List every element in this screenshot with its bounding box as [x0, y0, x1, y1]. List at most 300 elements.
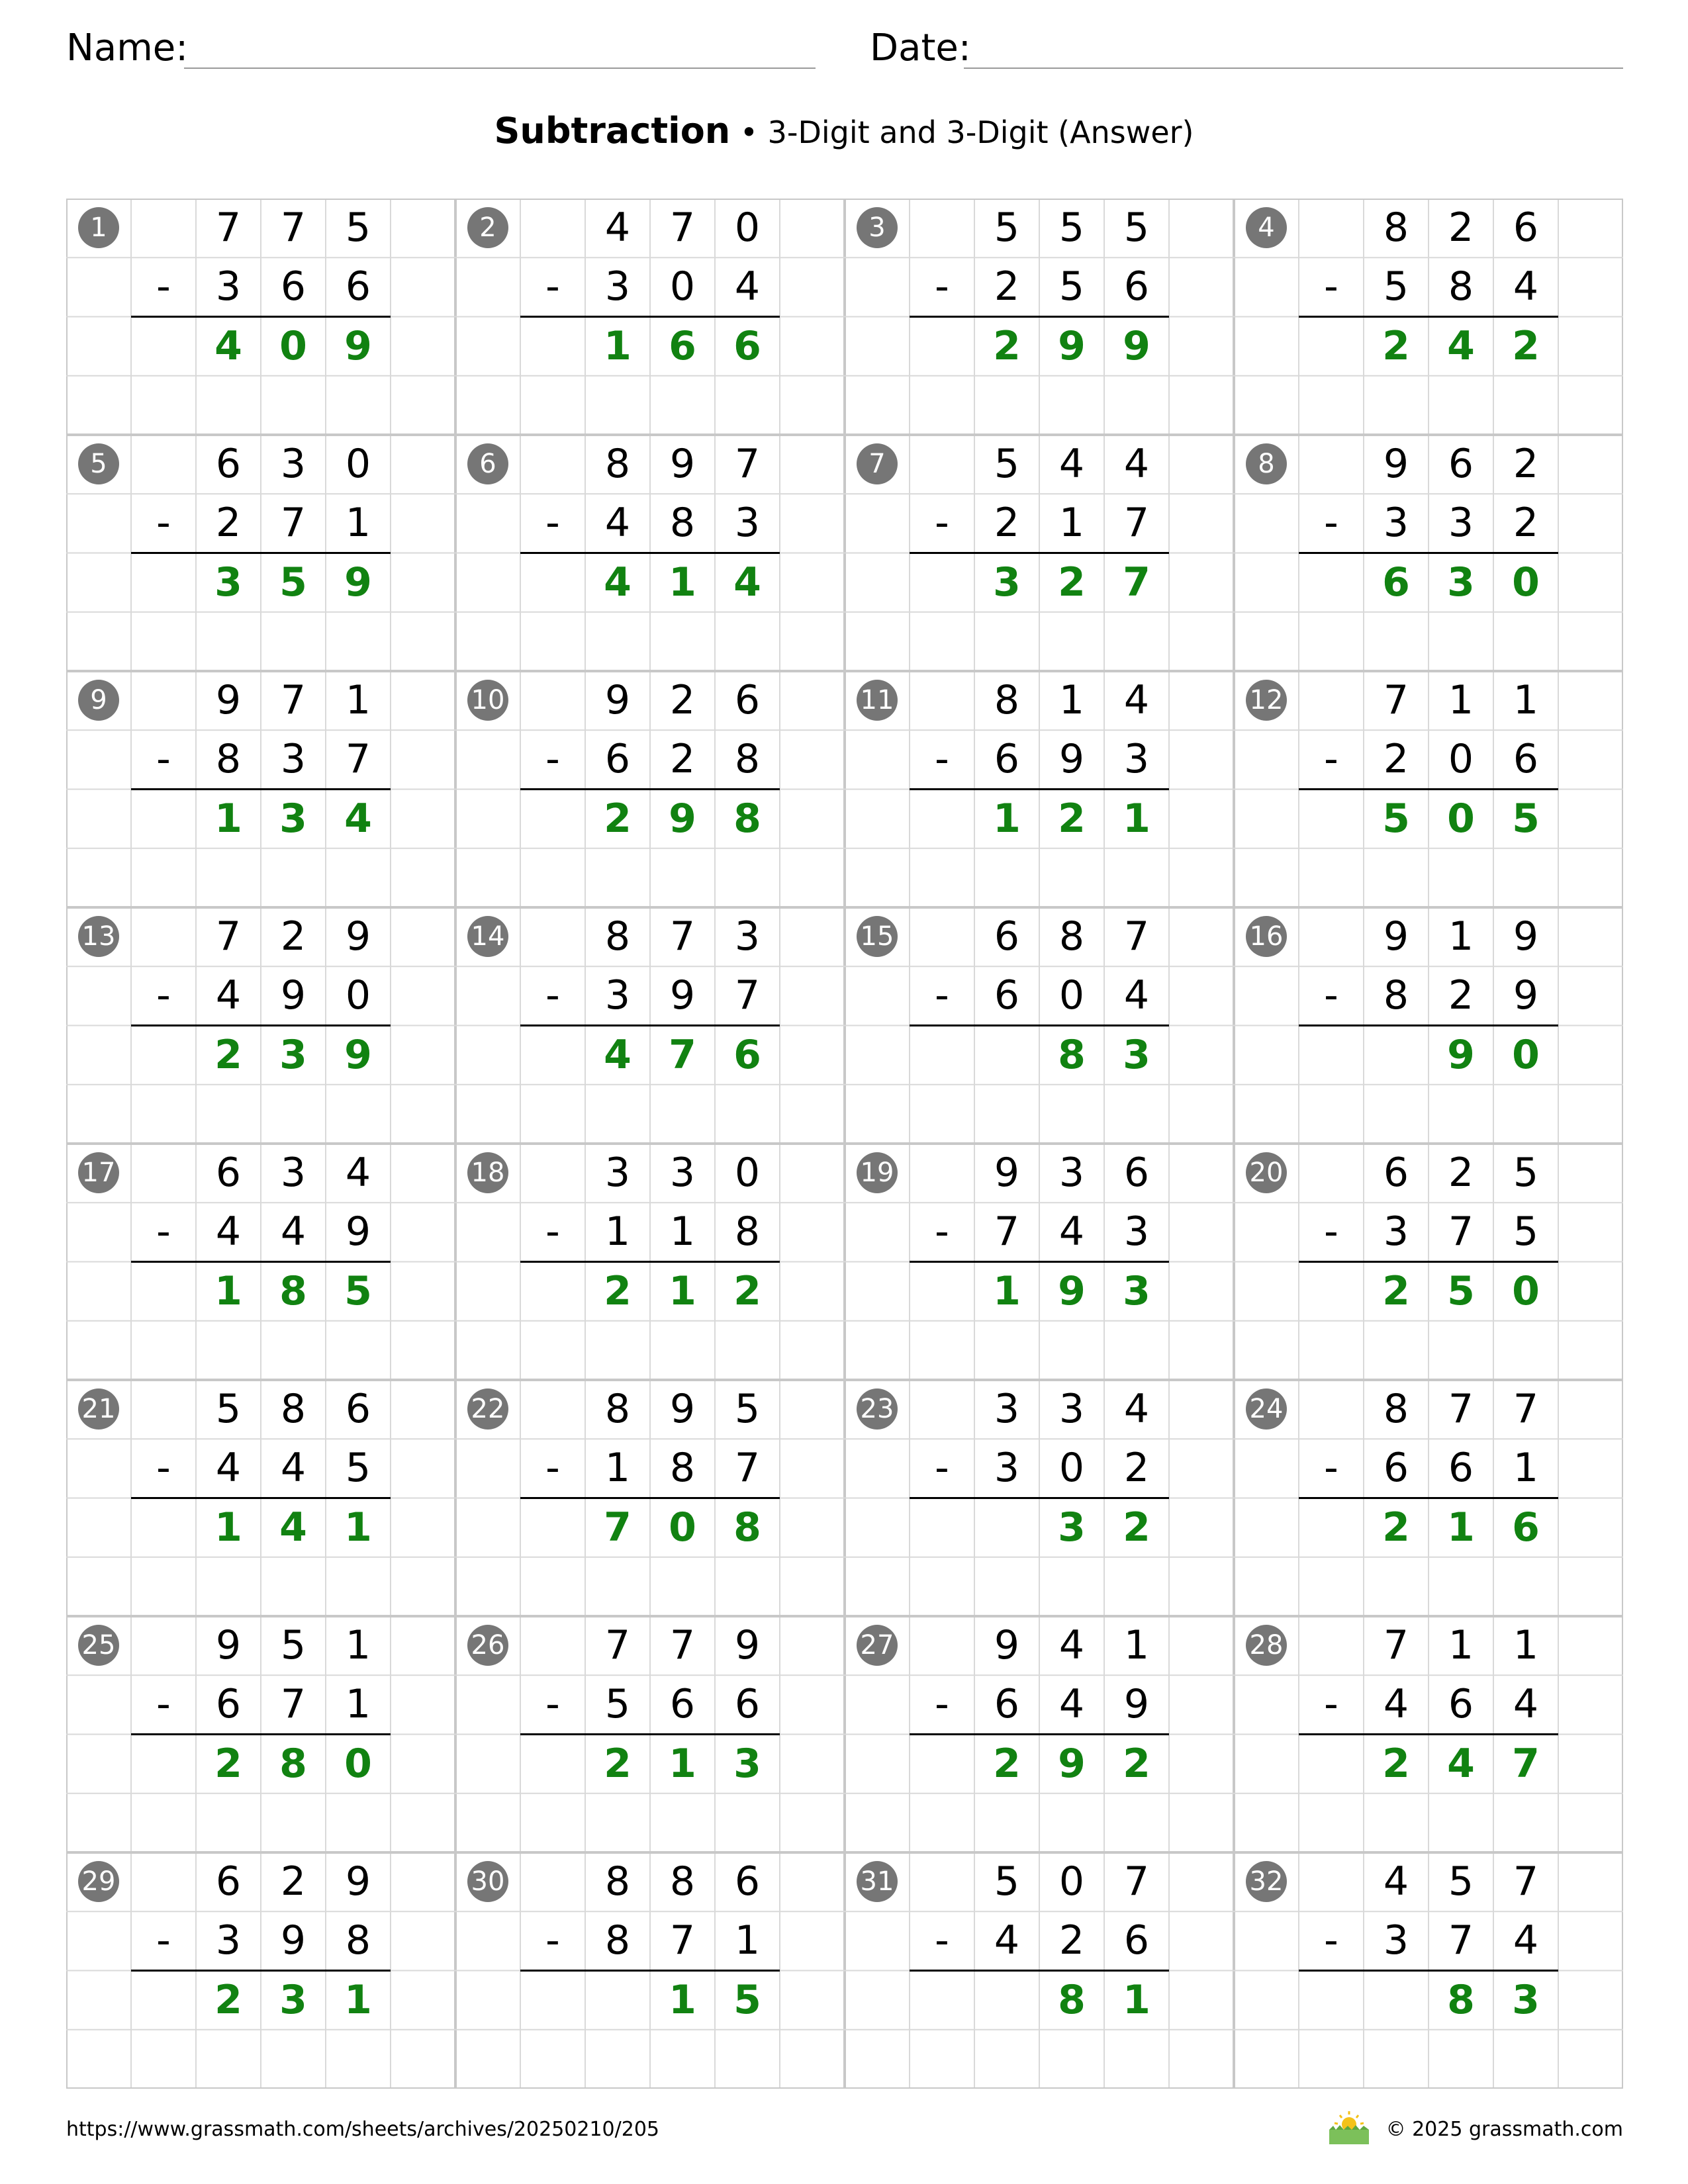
- minuend-digit: 3: [280, 441, 306, 487]
- subtrahend-digit: 1: [604, 1208, 631, 1255]
- minuend-digit: 7: [1448, 1386, 1474, 1432]
- minuend-digit: 4: [1058, 1622, 1085, 1668]
- answer-rule-line: [131, 788, 391, 790]
- subtrahend-digit: 9: [1058, 736, 1085, 783]
- answer-rule-line: [520, 1024, 780, 1026]
- subtrahend-digit: 4: [994, 1917, 1020, 1964]
- answer-digit: 3: [279, 1976, 307, 2023]
- answer-digit: 3: [1123, 1031, 1150, 1078]
- subtrahend-digit: 5: [1058, 263, 1085, 310]
- subtrahend-digit: 6: [604, 736, 631, 783]
- minuend-digit: 3: [1058, 1386, 1085, 1432]
- problem-number-badge: 21: [78, 1388, 119, 1430]
- answer-digit: 5: [733, 1976, 761, 2023]
- answer-digit: 8: [1058, 1976, 1086, 2023]
- minuend-digit: 0: [1058, 1858, 1085, 1905]
- subtrahend-digit: 5: [604, 1681, 631, 1728]
- subtrahend-digit: 6: [994, 1681, 1020, 1728]
- answer-digit: 9: [344, 559, 372, 606]
- answer-digit: 9: [1058, 1740, 1086, 1787]
- minuend-digit: 5: [1513, 1150, 1539, 1196]
- sun-over-grass-icon: [1327, 2109, 1372, 2146]
- answer-digit: 3: [279, 795, 307, 842]
- answer-digit: 3: [1447, 559, 1475, 606]
- subtrahend-digit: 6: [345, 263, 371, 310]
- answer-digit: 7: [1512, 1740, 1540, 1787]
- answer-digit: 1: [669, 1740, 696, 1787]
- minuend-digit: 7: [280, 205, 306, 251]
- answer-digit: 3: [993, 559, 1021, 606]
- subtrahend-digit: 4: [1513, 1917, 1539, 1964]
- answer-rule-line: [1299, 316, 1558, 318]
- minuend-digit: 5: [994, 1858, 1020, 1905]
- answer-digit: 4: [1447, 322, 1475, 369]
- subtrahend-digit: 8: [1383, 972, 1409, 1019]
- answer-digit: 2: [604, 1740, 632, 1787]
- minuend-digit: 9: [1383, 441, 1409, 487]
- minus-sign: -: [935, 972, 949, 1019]
- subtrahend-digit: 0: [669, 263, 696, 310]
- answer-digit: 0: [344, 1740, 372, 1787]
- subtrahend-digit: 9: [669, 972, 696, 1019]
- minuend-digit: 1: [1513, 677, 1539, 723]
- answer-digit: 7: [604, 1504, 632, 1551]
- minuend-digit: 2: [1448, 1150, 1474, 1196]
- answer-rule-line: [520, 1970, 780, 1972]
- answer-digit: 6: [733, 322, 761, 369]
- minuend-digit: 7: [1513, 1858, 1539, 1905]
- answer-digit: 2: [604, 795, 632, 842]
- minuend-digit: 3: [669, 1150, 696, 1196]
- minuend-digit: 9: [1383, 913, 1409, 960]
- answer-digit: 9: [344, 322, 372, 369]
- minuend-digit: 7: [215, 205, 242, 251]
- answer-rule-line: [1299, 1024, 1558, 1026]
- answer-digit: 6: [1382, 559, 1410, 606]
- problem-number-badge: 27: [857, 1625, 898, 1666]
- subtrahend-digit: 6: [280, 263, 306, 310]
- minus-sign: -: [156, 972, 171, 1019]
- minuend-digit: 4: [1383, 1858, 1409, 1905]
- answer-digit: 5: [1382, 795, 1410, 842]
- answer-digit: 9: [1058, 1267, 1086, 1314]
- subtrahend-digit: 7: [1123, 500, 1150, 547]
- answer-rule-line: [520, 316, 780, 318]
- answer-rule-line: [910, 1497, 1169, 1499]
- answer-rule-line: [520, 1497, 780, 1499]
- answer-digit: 8: [279, 1267, 307, 1314]
- minus-sign: -: [545, 736, 560, 783]
- answer-rule-line: [131, 1970, 391, 1972]
- minuend-digit: 5: [994, 441, 1020, 487]
- answer-digit: 0: [1447, 795, 1475, 842]
- answer-rule-line: [520, 1261, 780, 1263]
- answer-digit: 9: [1447, 1031, 1475, 1078]
- minuend-digit: 5: [994, 205, 1020, 251]
- subtrahend-digit: 4: [1383, 1681, 1409, 1728]
- minuend-digit: 4: [1123, 1386, 1150, 1432]
- minuend-digit: 3: [994, 1386, 1020, 1432]
- minuend-digit: 2: [1448, 205, 1474, 251]
- subtrahend-digit: 1: [669, 1208, 696, 1255]
- problem-number-badge: 3: [857, 207, 898, 248]
- minus-sign: -: [545, 263, 560, 310]
- footer-copyright: © 2025 grassmath.com: [1385, 2118, 1623, 2141]
- minuend-digit: 8: [994, 677, 1020, 723]
- problem-number-badge: 2: [467, 207, 508, 248]
- problem-number-badge: 4: [1246, 207, 1287, 248]
- minuend-digit: 9: [604, 677, 631, 723]
- problem-number-badge: 8: [1246, 443, 1287, 484]
- subtrahend-digit: 3: [1383, 1917, 1409, 1964]
- answer-digit: 3: [279, 1031, 307, 1078]
- minuend-digit: 8: [604, 1858, 631, 1905]
- minuend-digit: 3: [280, 1150, 306, 1196]
- answer-digit: 3: [214, 559, 242, 606]
- subtrahend-digit: 6: [994, 736, 1020, 783]
- minus-sign: -: [1324, 263, 1338, 310]
- answer-digit: 0: [1512, 1031, 1540, 1078]
- footer-url: https://www.grassmath.com/sheets/archives/20250210/205: [66, 2118, 660, 2141]
- minuend-digit: 9: [345, 913, 371, 960]
- answer-digit: 1: [214, 795, 242, 842]
- answer-digit: 0: [1512, 559, 1540, 606]
- answer-digit: 4: [344, 795, 372, 842]
- date-line[interactable]: [964, 68, 1623, 69]
- minuend-digit: 3: [604, 1150, 631, 1196]
- answer-digit: 2: [993, 1740, 1021, 1787]
- answer-digit: 1: [669, 559, 696, 606]
- minuend-digit: 7: [669, 913, 696, 960]
- problem-number-badge: 17: [78, 1152, 119, 1193]
- minuend-digit: 8: [604, 913, 631, 960]
- minuend-digit: 5: [280, 1622, 306, 1668]
- minus-sign: -: [156, 263, 171, 310]
- answer-rule-line: [520, 552, 780, 554]
- answer-digit: 3: [1058, 1504, 1086, 1551]
- minuend-digit: 9: [734, 1622, 761, 1668]
- subtrahend-digit: 9: [1123, 1681, 1150, 1728]
- subtrahend-digit: 2: [1513, 500, 1539, 547]
- answer-digit: 1: [993, 1267, 1021, 1314]
- answer-digit: 1: [1123, 1976, 1150, 2023]
- minuend-digit: 1: [1448, 677, 1474, 723]
- answer-digit: 0: [279, 322, 307, 369]
- subtrahend-digit: 6: [1383, 1445, 1409, 1492]
- subtrahend-digit: 1: [734, 1917, 761, 1964]
- subtrahend-digit: 1: [1513, 1445, 1539, 1492]
- answer-digit: 1: [1123, 795, 1150, 842]
- subtrahend-digit: 6: [669, 1681, 696, 1728]
- subtrahend-digit: 7: [734, 972, 761, 1019]
- minuend-digit: 9: [1513, 913, 1539, 960]
- answer-rule-line: [910, 1261, 1169, 1263]
- subtrahend-digit: 4: [1513, 1681, 1539, 1728]
- subtrahend-digit: 4: [1058, 1681, 1085, 1728]
- answer-digit: 1: [604, 322, 632, 369]
- subtrahend-digit: 2: [1123, 1445, 1150, 1492]
- subtrahend-digit: 8: [345, 1917, 371, 1964]
- answer-digit: 1: [344, 1504, 372, 1551]
- subtrahend-digit: 8: [669, 1445, 696, 1492]
- answer-digit: 1: [344, 1976, 372, 2023]
- answer-rule-line: [131, 1497, 391, 1499]
- minuend-digit: 5: [1123, 205, 1150, 251]
- minuend-digit: 6: [1383, 1150, 1409, 1196]
- minus-sign: -: [935, 1917, 949, 1964]
- answer-rule-line: [131, 316, 391, 318]
- answer-digit: 4: [279, 1504, 307, 1551]
- answer-rule-line: [1299, 1970, 1558, 1972]
- answer-digit: 8: [279, 1740, 307, 1787]
- minuend-digit: 3: [734, 913, 761, 960]
- minuend-digit: 6: [1513, 205, 1539, 251]
- subtrahend-digit: 4: [215, 1208, 242, 1255]
- answer-digit: 2: [604, 1267, 632, 1314]
- subtrahend-digit: 2: [1383, 736, 1409, 783]
- problem-number-badge: 12: [1246, 680, 1287, 721]
- answer-rule-line: [131, 1733, 391, 1735]
- minuend-digit: 5: [345, 205, 371, 251]
- answer-digit: 6: [1512, 1504, 1540, 1551]
- minuend-digit: 8: [604, 1386, 631, 1432]
- subtrahend-digit: 0: [345, 972, 371, 1019]
- problem-number-badge: 28: [1246, 1625, 1287, 1666]
- minuend-digit: 5: [215, 1386, 242, 1432]
- subtrahend-digit: 9: [345, 1208, 371, 1255]
- answer-rule-line: [910, 316, 1169, 318]
- minuend-digit: 6: [345, 1386, 371, 1432]
- answer-rule-line: [1299, 552, 1558, 554]
- minus-sign: -: [935, 263, 949, 310]
- minus-sign: -: [1324, 1681, 1338, 1728]
- minus-sign: -: [545, 1445, 560, 1492]
- subtrahend-digit: 8: [604, 1917, 631, 1964]
- subtrahend-digit: 6: [1123, 263, 1150, 310]
- subtrahend-digit: 7: [734, 1445, 761, 1492]
- answer-digit: 1: [214, 1267, 242, 1314]
- subtrahend-digit: 7: [994, 1208, 1020, 1255]
- problem-number-badge: 32: [1246, 1861, 1287, 1902]
- minuend-digit: 8: [280, 1386, 306, 1432]
- answer-digit: 2: [733, 1267, 761, 1314]
- problem-number-badge: 31: [857, 1861, 898, 1902]
- minuend-digit: 5: [734, 1386, 761, 1432]
- answer-digit: 4: [604, 1031, 632, 1078]
- subtrahend-digit: 3: [215, 1917, 242, 1964]
- answer-digit: 9: [344, 1031, 372, 1078]
- problem-number-badge: 14: [467, 916, 508, 957]
- answer-rule-line: [910, 1733, 1169, 1735]
- answer-digit: 4: [733, 559, 761, 606]
- answer-digit: 2: [1382, 1740, 1410, 1787]
- problem-number-badge: 19: [857, 1152, 898, 1193]
- minus-sign: -: [156, 736, 171, 783]
- minuend-digit: 6: [994, 913, 1020, 960]
- answer-digit: 8: [733, 795, 761, 842]
- answer-digit: 1: [669, 1976, 696, 2023]
- subtrahend-digit: 3: [1123, 736, 1150, 783]
- subtrahend-digit: 2: [1058, 1917, 1085, 1964]
- subtrahend-digit: 4: [1513, 263, 1539, 310]
- minuend-digit: 4: [1123, 441, 1150, 487]
- minuend-digit: 7: [669, 1622, 696, 1668]
- minus-sign: -: [545, 1681, 560, 1728]
- answer-digit: 1: [669, 1267, 696, 1314]
- minus-sign: -: [935, 1681, 949, 1728]
- minuend-digit: 1: [1058, 677, 1085, 723]
- problem-number-badge: 15: [857, 916, 898, 957]
- minuend-digit: 4: [1058, 441, 1085, 487]
- subtrahend-digit: 7: [1448, 1917, 1474, 1964]
- minuend-digit: 9: [215, 677, 242, 723]
- subtrahend-digit: 4: [280, 1445, 306, 1492]
- date-label: Date:: [870, 26, 971, 69]
- answer-digit: 2: [1058, 795, 1086, 842]
- minus-sign: -: [1324, 972, 1338, 1019]
- subtrahend-digit: 1: [1058, 500, 1085, 547]
- subtrahend-digit: 4: [1058, 1208, 1085, 1255]
- minuend-digit: 7: [734, 441, 761, 487]
- subtrahend-digit: 8: [734, 1208, 761, 1255]
- answer-digit: 2: [1382, 322, 1410, 369]
- minus-sign: -: [545, 1917, 560, 1964]
- problem-number-badge: 30: [467, 1861, 508, 1902]
- minuend-digit: 1: [1448, 913, 1474, 960]
- minuend-digit: 3: [1058, 1150, 1085, 1196]
- subtrahend-digit: 1: [345, 500, 371, 547]
- answer-rule-line: [1299, 1733, 1558, 1735]
- subtrahend-digit: 4: [734, 263, 761, 310]
- minus-sign: -: [1324, 1208, 1338, 1255]
- problem-number-badge: 6: [467, 443, 508, 484]
- answer-digit: 5: [279, 559, 307, 606]
- subtrahend-digit: 2: [994, 500, 1020, 547]
- subtrahend-digit: 8: [669, 500, 696, 547]
- subtrahend-digit: 7: [1448, 1208, 1474, 1255]
- subtrahend-digit: 4: [280, 1208, 306, 1255]
- subtrahend-digit: 4: [604, 500, 631, 547]
- problem-number-badge: 22: [467, 1388, 508, 1430]
- subtrahend-digit: 9: [280, 1917, 306, 1964]
- answer-digit: 1: [214, 1504, 242, 1551]
- minus-sign: -: [935, 1445, 949, 1492]
- answer-rule-line: [910, 1024, 1169, 1026]
- problem-number-badge: 26: [467, 1625, 508, 1666]
- answer-digit: 2: [1123, 1740, 1150, 1787]
- minus-sign: -: [935, 500, 949, 547]
- minuend-digit: 0: [734, 1150, 761, 1196]
- subtrahend-digit: 5: [1383, 263, 1409, 310]
- minus-sign: -: [156, 1917, 171, 1964]
- problem-number-badge: 5: [78, 443, 119, 484]
- answer-digit: 0: [669, 1504, 696, 1551]
- problem-grid: [66, 199, 1623, 2089]
- minuend-digit: 6: [215, 441, 242, 487]
- answer-rule-line: [910, 552, 1169, 554]
- minuend-digit: 4: [1123, 677, 1150, 723]
- answer-digit: 2: [1123, 1504, 1150, 1551]
- answer-rule-line: [520, 1733, 780, 1735]
- subtrahend-digit: 6: [1448, 1681, 1474, 1728]
- answer-digit: 2: [1382, 1267, 1410, 1314]
- answer-digit: 2: [1382, 1504, 1410, 1551]
- subtrahend-digit: 7: [280, 1681, 306, 1728]
- answer-digit: 5: [344, 1267, 372, 1314]
- subtrahend-digit: 4: [215, 972, 242, 1019]
- minus-sign: -: [545, 1208, 560, 1255]
- subtrahend-digit: 2: [669, 736, 696, 783]
- subtrahend-digit: 2: [1448, 972, 1474, 1019]
- minuend-digit: 2: [1513, 441, 1539, 487]
- minuend-digit: 4: [345, 1150, 371, 1196]
- minuend-digit: 7: [1383, 677, 1409, 723]
- answer-digit: 9: [669, 795, 696, 842]
- minuend-digit: 0: [345, 441, 371, 487]
- answer-digit: 3: [1123, 1267, 1150, 1314]
- answer-digit: 2: [1058, 559, 1086, 606]
- subtrahend-digit: 6: [734, 1681, 761, 1728]
- worksheet-title: [0, 105, 1688, 159]
- minuend-digit: 9: [345, 1858, 371, 1905]
- answer-digit: 3: [1512, 1976, 1540, 2023]
- subtrahend-digit: 6: [994, 972, 1020, 1019]
- subtrahend-digit: 7: [345, 736, 371, 783]
- minuend-digit: 7: [1123, 1858, 1150, 1905]
- subtrahend-digit: 6: [1123, 1917, 1150, 1964]
- minuend-digit: 7: [280, 677, 306, 723]
- title-main: Subtraction: [494, 110, 731, 152]
- answer-digit: 2: [214, 1031, 242, 1078]
- minuend-digit: 6: [215, 1150, 242, 1196]
- answer-digit: 1: [993, 795, 1021, 842]
- subtrahend-digit: 3: [280, 736, 306, 783]
- minuend-digit: 5: [1448, 1858, 1474, 1905]
- name-line[interactable]: [184, 68, 816, 69]
- subtrahend-digit: 3: [1383, 1208, 1409, 1255]
- problem-number-badge: 11: [857, 680, 898, 721]
- minuend-digit: 9: [994, 1622, 1020, 1668]
- subtrahend-digit: 3: [604, 972, 631, 1019]
- subtrahend-digit: 8: [215, 736, 242, 783]
- minuend-digit: 1: [1513, 1622, 1539, 1668]
- problem-number-badge: 24: [1246, 1388, 1287, 1430]
- minuend-digit: 7: [669, 205, 696, 251]
- subtrahend-digit: 3: [1448, 500, 1474, 547]
- title-subtitle: • 3-Digit and 3-Digit (Answer): [730, 114, 1194, 150]
- minuend-digit: 8: [1383, 1386, 1409, 1432]
- answer-digit: 9: [1058, 322, 1086, 369]
- minuend-digit: 7: [1383, 1622, 1409, 1668]
- answer-digit: 4: [214, 322, 242, 369]
- answer-digit: 8: [733, 1504, 761, 1551]
- minus-sign: -: [545, 500, 560, 547]
- minus-sign: -: [545, 972, 560, 1019]
- minus-sign: -: [156, 1445, 171, 1492]
- minus-sign: -: [156, 1681, 171, 1728]
- answer-digit: 6: [733, 1031, 761, 1078]
- minuend-digit: 9: [669, 441, 696, 487]
- answer-rule-line: [131, 552, 391, 554]
- subtrahend-digit: 6: [1448, 1445, 1474, 1492]
- subtrahend-digit: 4: [215, 1445, 242, 1492]
- minuend-digit: 6: [1448, 441, 1474, 487]
- answer-digit: 9: [1123, 322, 1150, 369]
- minuend-digit: 1: [1448, 1622, 1474, 1668]
- subtrahend-digit: 5: [345, 1445, 371, 1492]
- minus-sign: -: [935, 736, 949, 783]
- answer-rule-line: [131, 1024, 391, 1026]
